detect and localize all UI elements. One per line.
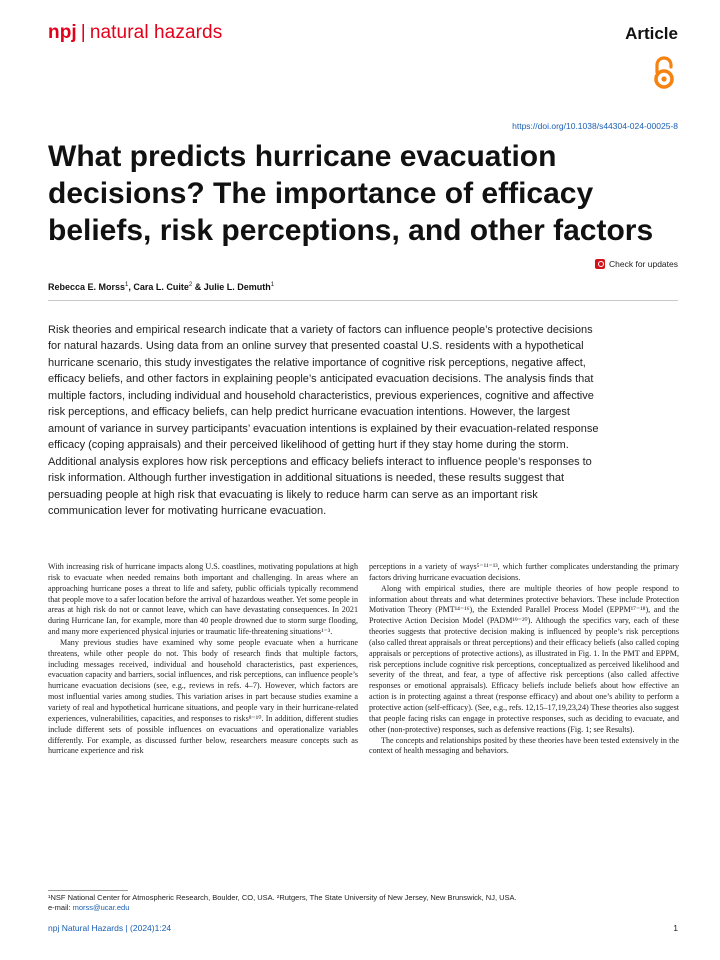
author-affiliation-mark: 1 bbox=[270, 282, 275, 288]
affiliation-text: ¹NSF National Center for Atmospheric Research, Boulder, CO, USA. ²Rutgers, The State University of New Jersey, New Brunswick, NJ, USA. bbox=[48, 893, 517, 902]
body-paragraph: The concepts and relationships posited by these theories have been tested extensively in the context of health messaging and behaviors. bbox=[369, 735, 679, 756]
journal-name[interactable] bbox=[48, 22, 222, 44]
author-affiliation-mark: 1 bbox=[125, 282, 129, 288]
footer-citation[interactable]: npj Natural Hazards | (2024)1:24 bbox=[48, 923, 172, 933]
body-paragraph: perceptions in a variety of ways⁵⁻¹¹⁻¹³, which further complicates understanding the primary factors driving hurricane evacuation decisions. bbox=[369, 562, 679, 582]
open-access-icon[interactable] bbox=[652, 56, 676, 90]
body-paragraph: Along with empirical studies, there are multiple theories of how people respond to information about threats and what determines protective behaviors. These include Protection Motivation Theory (PMT¹⁴⁻¹⁶), the Extended Parallel Process Model (EPPM¹⁷⁻¹⁸), and the Protective Action Decision Model (PADM¹⁹⁻²⁰). Although the specifics vary, each of these theories suggests that protective decision making is influenced by people’s risk perceptions (also called threat appraisals or threat perceptions) and their efficacy beliefs (also called coping appraisals or perceptions of protective actions), as illustrated in Fig. 1. In the PMT and EPPM, risk perceptions include cognitive risk perceptions, conceptualized as perceived likelihood and severity of the threat, and fear, a type of affective risk perceptions (also called affective responses or emotional appraisals). Efficacy beliefs include beliefs about how effective an action is in protecting against a threat (response efficacy) and about one’s ability to perform a protective action (self-efficacy). (See, e.g., refs. 12,15–17,19,23,24) These theories also suggest that people facing risks can engage in protective responses, such as deciding to evacuate, and other (non-protective) responses, such as defensive reactions (Fig. 1; see Results). bbox=[369, 583, 679, 734]
email-link[interactable]: morss@ucar.edu bbox=[72, 903, 130, 912]
author-link[interactable]: Rebecca E. Morss bbox=[48, 282, 126, 292]
page-number: 1 bbox=[673, 923, 678, 933]
article-title: What predicts hurricane evacuation decisions? The importance of efficacy beliefs, risk perceptions, and other factors bbox=[48, 140, 654, 247]
body-paragraph: With increasing risk of hurricane impacts along U.S. coastlines, motivating populations at high risk to evacuate when needed remains both important and challenging. In areas where an approaching hurricane poses a threat to life and safety, public officials typically recommend that people move to a safer location before the arrival of hazardous weather. Yet some people in areas at high risk do not or cannot leave, which can have devastating consequences. In 2021 during Hurricane Ian, for example, more than 40 people drowned due to storm surge flooding, and many more experienced physical injuries or traumatic life-threatening situations¹⁻³. bbox=[48, 562, 358, 637]
header-divider bbox=[48, 300, 678, 301]
body-column-right bbox=[369, 562, 679, 757]
affiliations bbox=[48, 893, 678, 913]
article-type-label: Article bbox=[625, 24, 678, 43]
author-link[interactable]: Cara L. Cuite bbox=[133, 282, 189, 292]
author-link[interactable]: Julie L. Demuth bbox=[203, 282, 271, 292]
doi-link[interactable]: https://doi.org/10.1038/s44304-024-00025-8 bbox=[512, 121, 678, 131]
journal-prefix: npj bbox=[48, 22, 77, 43]
check-for-updates-button[interactable] bbox=[595, 259, 678, 269]
check-for-updates-icon bbox=[595, 259, 605, 269]
journal-separator: | bbox=[80, 22, 86, 43]
author-affiliation-mark: 2 bbox=[188, 282, 193, 288]
author-separator: & bbox=[192, 282, 204, 292]
body-column-left bbox=[48, 562, 358, 757]
body-paragraph: Many previous studies have examined why some people evacuate when a hurricane threatens, while other people do not. This body of research finds that multiple factors, including messages received, individual and household characteristics, past experiences, evacuation capacity and barriers, social influences, and risk perceptions, can influence people’s hurricane evacuation decisions (see, e.g., reviews in refs. 4–7). However, which factors are most influential varies among studies. This variation arises in part because studies examine a variety of real and hypothetical hurricane situations, and people vary in their hurricane-related experiences, vulnerabilities, capacities, and responses to risks⁸⁻¹⁰. In addition, different studies include different sets of possible influences on evacuations and operationalize variables differently. For example, as discussed further below, researchers measure concepts such as hurricane experience and risk bbox=[48, 637, 358, 756]
footnote-divider bbox=[48, 890, 128, 891]
email-line bbox=[48, 903, 678, 913]
email-label: e-mail: bbox=[48, 903, 73, 912]
journal-title: natural hazards bbox=[89, 22, 223, 43]
abstract: Risk theories and empirical research indicate that a variety of factors can influence people’s protective decisions for natural hazards. Using data from an online survey that presented coastal U.S. residents with a hypothetical hurricane scenario, this study investigates the relative importance of cognitive risk perceptions, negative affect, efficacy beliefs, and other factors in explaining people’s anticipated evacuation decisions. The analysis finds that multiple factors, including individual and household characteristics, previous experiences, cognitive and affective risk perceptions, and efficacy beliefs, can help predict hurricane evacuation intentions. However, the largest amount of variance in survey participants’ evacuation intentions is explained by their evacuation-related response efficacy (coping appraisals) and their perceived likelihood of getting hurt if they stay home during the storm. Additional analysis explores how risk perceptions and efficacy beliefs interact to influence people’s responses to risk information. Although further investigation in additional situations is needed, these results suggest that persuading people at high risk that evacuating is likely to reduce harm can serve as an important risk communication lever for motivating hurricane evacuation. bbox=[48, 324, 599, 517]
author-list bbox=[48, 282, 274, 292]
author-separator: , bbox=[128, 282, 134, 292]
check-for-updates-label: Check for updates bbox=[609, 259, 678, 269]
